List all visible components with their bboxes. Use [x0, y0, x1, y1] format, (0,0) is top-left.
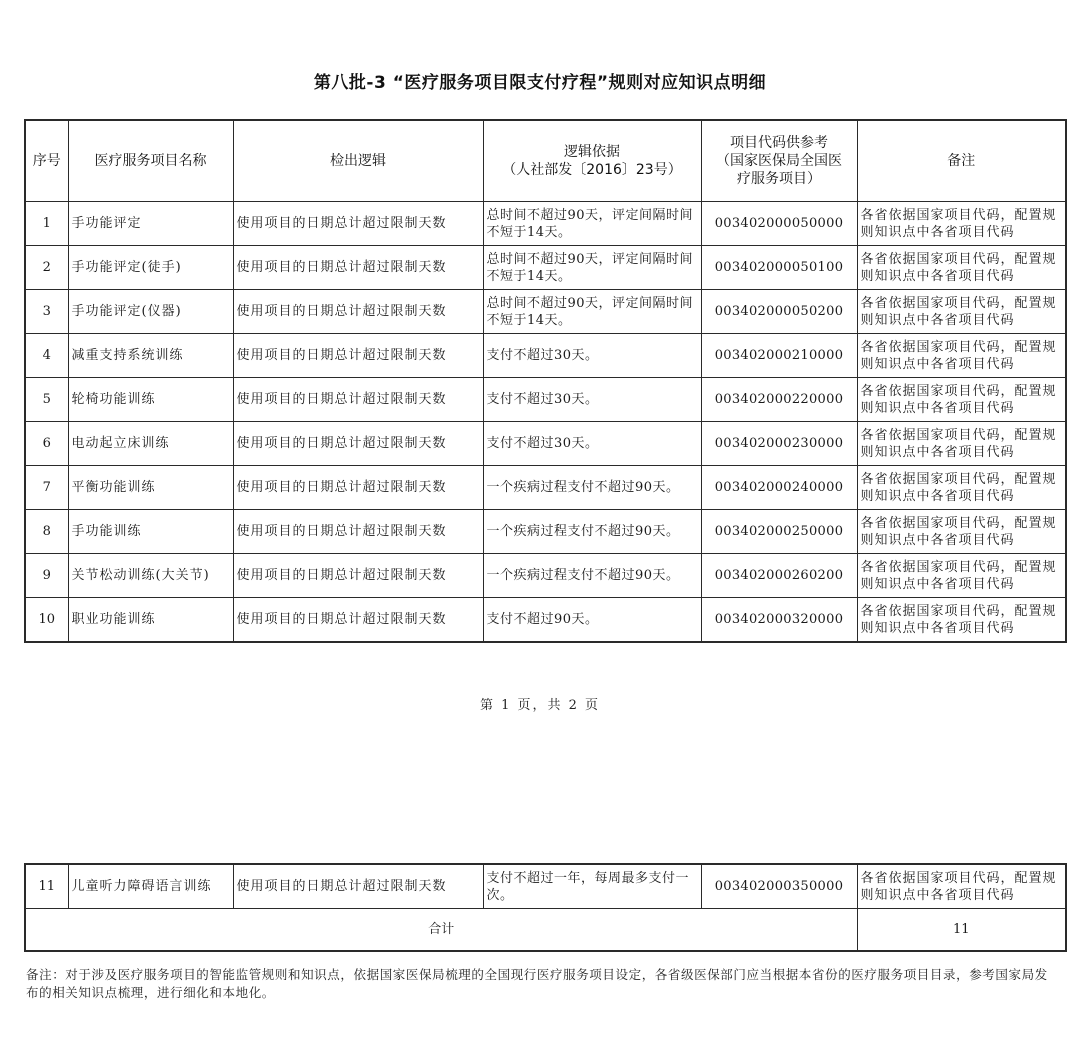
page-indicator: 第 1 页，共 2 页 — [479, 698, 601, 713]
cell-seq: 9 — [25, 554, 68, 598]
cell-logic: 使用项目的日期总计超过限制天数 — [233, 554, 483, 598]
table-row — [25, 202, 1066, 246]
knowledge-point-table — [24, 119, 1067, 643]
cell-code: 003402000210000 — [701, 334, 857, 378]
cell-name: 手功能评定 — [68, 202, 233, 246]
knowledge-point-table-continued — [24, 863, 1067, 952]
cell-logic: 使用项目的日期总计超过限制天数 — [233, 246, 483, 290]
header-code-line3: 疗服务项目） — [737, 171, 821, 187]
cell-note: 各省依据国家项目代码，配置规则知识点中各省项目代码 — [857, 334, 1066, 378]
cell-code: 003402000230000 — [701, 422, 857, 466]
cell-basis: 支付不超过30天。 — [483, 378, 701, 422]
header-basis-line1: 逻辑依据 — [564, 144, 620, 160]
cell-code: 003402000050100 — [701, 246, 857, 290]
cell-code: 003402000350000 — [701, 864, 857, 909]
header-code — [701, 120, 857, 202]
table-header-row — [25, 120, 1066, 202]
cell-note: 各省依据国家项目代码，配置规则知识点中各省项目代码 — [857, 466, 1066, 510]
cell-seq: 10 — [25, 598, 68, 643]
cell-seq: 4 — [25, 334, 68, 378]
cell-basis: 总时间不超过90天，评定间隔时间不短于14天。 — [483, 202, 701, 246]
cell-logic: 使用项目的日期总计超过限制天数 — [233, 598, 483, 643]
cell-basis: 总时间不超过90天，评定间隔时间不短于14天。 — [483, 246, 701, 290]
header-basis-line2: （人社部发〔2016〕23号） — [502, 162, 682, 178]
cell-code: 003402000260200 — [701, 554, 857, 598]
cell-seq: 8 — [25, 510, 68, 554]
table-row — [25, 554, 1066, 598]
cell-logic: 使用项目的日期总计超过限制天数 — [233, 864, 483, 909]
cell-seq: 1 — [25, 202, 68, 246]
cell-code: 003402000250000 — [701, 510, 857, 554]
cell-seq: 7 — [25, 466, 68, 510]
table-row — [25, 246, 1066, 290]
cell-basis: 支付不超过30天。 — [483, 422, 701, 466]
cell-basis: 支付不超过一年，每周最多支付一次。 — [483, 864, 701, 909]
cell-name: 手功能训练 — [68, 510, 233, 554]
cell-code: 003402000240000 — [701, 466, 857, 510]
cell-basis: 一个疾病过程支付不超过90天。 — [483, 554, 701, 598]
cell-note: 各省依据国家项目代码，配置规则知识点中各省项目代码 — [857, 554, 1066, 598]
cell-name: 平衡功能训练 — [68, 466, 233, 510]
header-basis — [483, 120, 701, 202]
cell-logic: 使用项目的日期总计超过限制天数 — [233, 510, 483, 554]
total-value: 11 — [857, 909, 1066, 952]
cell-name: 儿童听力障碍语言训练 — [68, 864, 233, 909]
document-title: 第八批-3 “医疗服务项目限支付疗程”规则对应知识点明细 — [313, 73, 767, 93]
cell-logic: 使用项目的日期总计超过限制天数 — [233, 466, 483, 510]
table-row — [25, 422, 1066, 466]
cell-seq: 5 — [25, 378, 68, 422]
cell-seq: 3 — [25, 290, 68, 334]
header-logic: 检出逻辑 — [233, 120, 483, 202]
table-row — [25, 864, 1066, 909]
total-row — [25, 909, 1066, 952]
cell-name: 职业功能训练 — [68, 598, 233, 643]
table-row — [25, 466, 1066, 510]
cell-note: 各省依据国家项目代码，配置规则知识点中各省项目代码 — [857, 422, 1066, 466]
cell-logic: 使用项目的日期总计超过限制天数 — [233, 378, 483, 422]
table-row — [25, 598, 1066, 643]
cell-seq: 6 — [25, 422, 68, 466]
cell-name: 关节松动训练(大关节) — [68, 554, 233, 598]
total-label: 合计 — [25, 909, 857, 952]
table-row — [25, 510, 1066, 554]
cell-basis: 总时间不超过90天，评定间隔时间不短于14天。 — [483, 290, 701, 334]
cell-name: 手功能评定(徒手) — [68, 246, 233, 290]
cell-name: 减重支持系统训练 — [68, 334, 233, 378]
header-code-line1: 项目代码供参考 — [730, 135, 828, 151]
cell-code: 003402000320000 — [701, 598, 857, 643]
cell-name: 电动起立床训练 — [68, 422, 233, 466]
cell-basis: 支付不超过90天。 — [483, 598, 701, 643]
cell-code: 003402000050000 — [701, 202, 857, 246]
cell-note: 各省依据国家项目代码，配置规则知识点中各省项目代码 — [857, 510, 1066, 554]
cell-note: 各省依据国家项目代码，配置规则知识点中各省项目代码 — [857, 290, 1066, 334]
cell-note: 各省依据国家项目代码，配置规则知识点中各省项目代码 — [857, 598, 1066, 643]
cell-logic: 使用项目的日期总计超过限制天数 — [233, 422, 483, 466]
cell-basis: 支付不超过30天。 — [483, 334, 701, 378]
cell-note: 各省依据国家项目代码，配置规则知识点中各省项目代码 — [857, 378, 1066, 422]
cell-note: 各省依据国家项目代码，配置规则知识点中各省项目代码 — [857, 246, 1066, 290]
cell-seq: 11 — [25, 864, 68, 909]
cell-name: 手功能评定(仪器) — [68, 290, 233, 334]
header-seq: 序号 — [25, 120, 68, 202]
footnote: 备注：对于涉及医疗服务项目的智能监管规则和知识点，依据国家医保局梳理的全国现行医疗服务项目设定，各省级医保部门应当根据本省份的医疗服务项目目录，参考国家局发布的相关知识点梳理，进行细化和本地化。 — [26, 967, 1048, 1000]
cell-note: 各省依据国家项目代码，配置规则知识点中各省项目代码 — [857, 864, 1066, 909]
cell-note: 各省依据国家项目代码，配置规则知识点中各省项目代码 — [857, 202, 1066, 246]
header-name: 医疗服务项目名称 — [68, 120, 233, 202]
table-row — [25, 334, 1066, 378]
table-row — [25, 378, 1066, 422]
cell-logic: 使用项目的日期总计超过限制天数 — [233, 334, 483, 378]
table-row — [25, 290, 1066, 334]
cell-code: 003402000220000 — [701, 378, 857, 422]
cell-logic: 使用项目的日期总计超过限制天数 — [233, 290, 483, 334]
cell-name: 轮椅功能训练 — [68, 378, 233, 422]
cell-code: 003402000050200 — [701, 290, 857, 334]
cell-logic: 使用项目的日期总计超过限制天数 — [233, 202, 483, 246]
cell-seq: 2 — [25, 246, 68, 290]
header-note: 备注 — [857, 120, 1066, 202]
header-code-line2: （国家医保局全国医 — [716, 153, 842, 169]
cell-basis: 一个疾病过程支付不超过90天。 — [483, 466, 701, 510]
cell-basis: 一个疾病过程支付不超过90天。 — [483, 510, 701, 554]
